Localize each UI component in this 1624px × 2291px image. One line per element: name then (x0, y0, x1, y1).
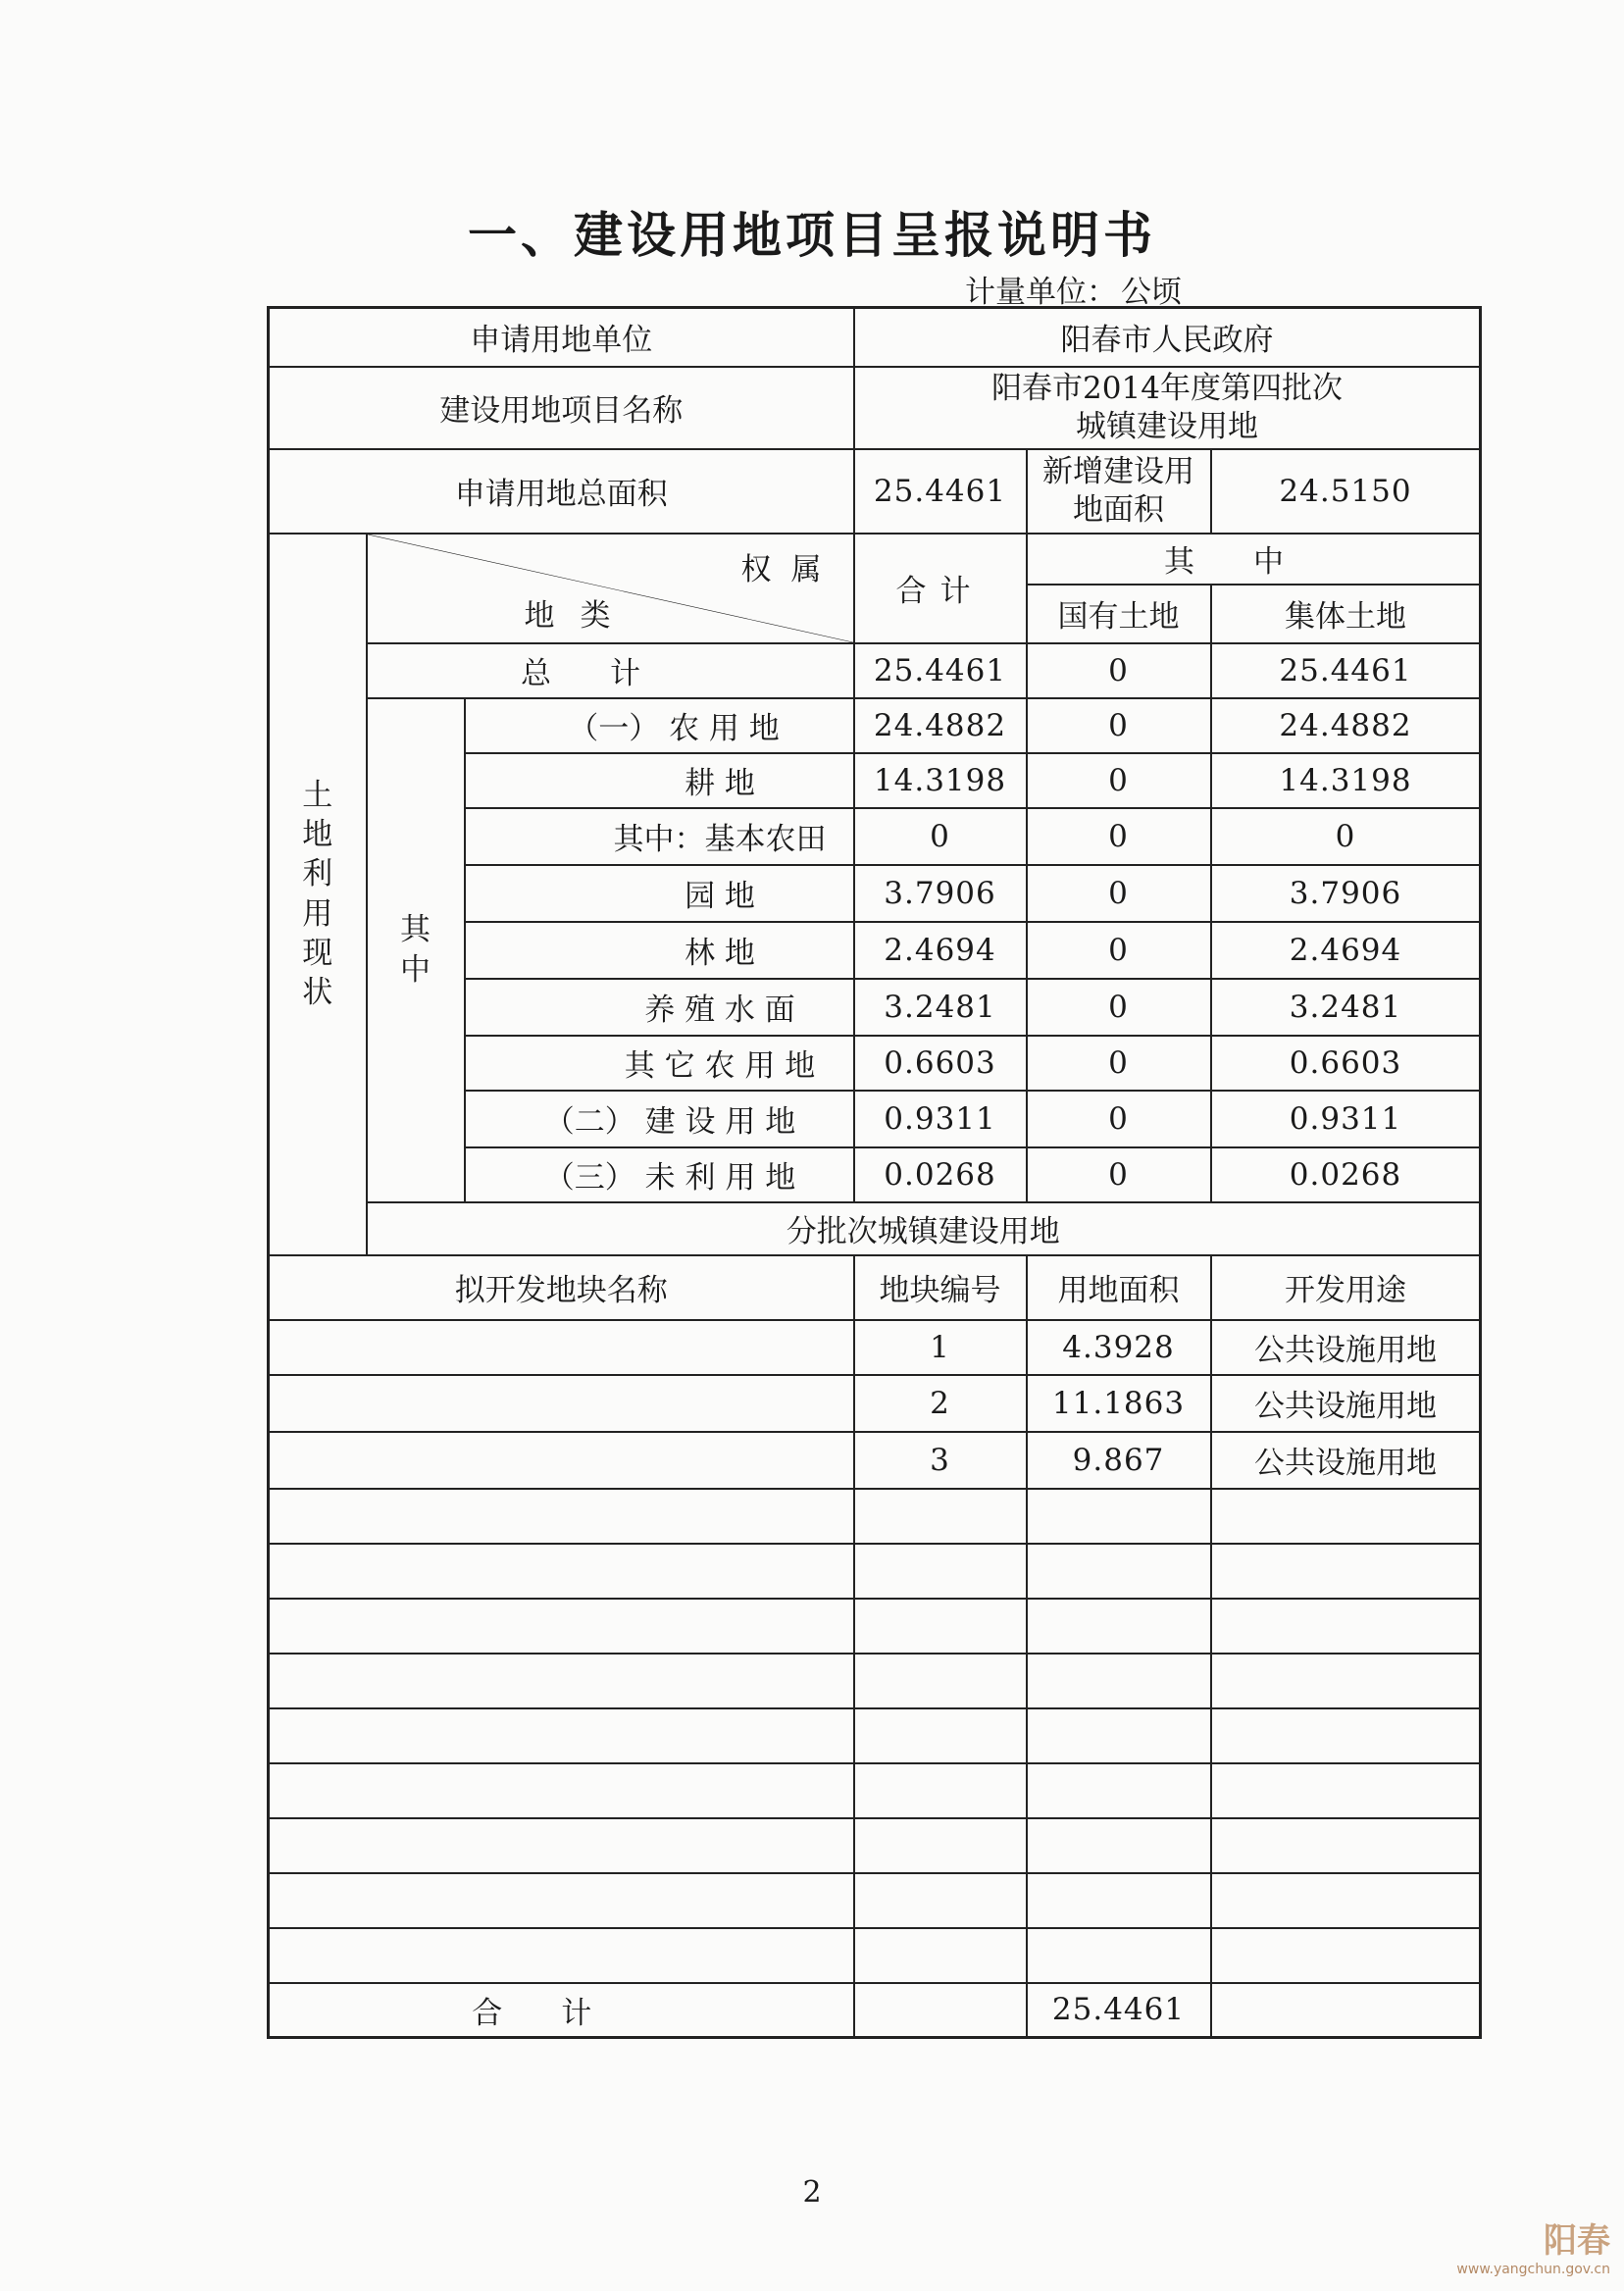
batch-total-label: 合计 (269, 1983, 854, 2038)
row-collective: 25.4461 (1211, 643, 1481, 698)
row-state: 0 (1027, 698, 1211, 753)
row-name: （二） 建 设 用 地 (465, 1091, 854, 1147)
plot-use: 公共设施用地 (1211, 1432, 1481, 1489)
row-collective: 3.7906 (1211, 865, 1481, 922)
plot-area: 4.3928 (1027, 1320, 1211, 1375)
empty-row (269, 1873, 1481, 1928)
row-total: 2.4694 (854, 922, 1027, 979)
watermark-logo: 阳春 (1544, 2221, 1610, 2261)
row-collective: 24.4882 (1211, 698, 1481, 753)
row-state: 0 (1027, 1091, 1211, 1147)
batch-total-area: 25.4461 (1027, 1983, 1211, 2038)
plot-name (269, 1375, 854, 1432)
row-state: 0 (1027, 979, 1211, 1036)
new-area-label-line-2: 地面积 (1073, 491, 1165, 528)
empty-row (269, 1599, 1481, 1654)
header-total: 合计 (854, 534, 1027, 643)
measurement-unit (961, 267, 1182, 311)
row-total: 0.6603 (854, 1036, 1027, 1091)
row-total: 3.2481 (854, 979, 1027, 1036)
row-collective: 14.3198 (1211, 753, 1481, 808)
header-state-land: 国有土地 (1027, 585, 1211, 643)
row-name: 养 殖 水 面 (465, 979, 854, 1036)
site-watermark (1456, 2214, 1610, 2277)
ownership-diagonal-header (367, 534, 854, 643)
row-name: （一） 农 用 地 (465, 698, 854, 753)
row-collective: 0.9311 (1211, 1091, 1481, 1147)
header-plot-use: 开发用途 (1211, 1255, 1481, 1320)
ownership-header-row-1 (269, 534, 1481, 585)
row-total: 24.4882 (854, 698, 1027, 753)
row-total: 25.4461 (854, 643, 1027, 698)
project-name-row (269, 367, 1481, 449)
plot-row (269, 1320, 1481, 1375)
empty-row (269, 1818, 1481, 1873)
land-class-label: 地类 (524, 597, 636, 634)
header-of-which: 其中 (1027, 534, 1481, 585)
empty-row (269, 1763, 1481, 1818)
header-plot-number: 地块编号 (854, 1255, 1027, 1320)
plot-name (269, 1432, 854, 1489)
plot-row (269, 1432, 1481, 1489)
row-state: 0 (1027, 865, 1211, 922)
total-area-label: 申请用地总面积 (269, 449, 854, 534)
ownership-label: 权属 (740, 551, 841, 587)
batch-title: 分批次城镇建设用地 (367, 1202, 1481, 1255)
project-name-value (854, 367, 1481, 449)
empty-row (269, 1654, 1481, 1708)
unit-label: 计量单位： (965, 275, 1117, 310)
row-name: 其 它 农 用 地 (465, 1036, 854, 1091)
row-state: 0 (1027, 753, 1211, 808)
table-row (269, 698, 1481, 753)
of-which-label: 其 中 (367, 698, 465, 1202)
plot-number: 3 (854, 1432, 1027, 1489)
new-area-label-line-1: 新增建设用 (1042, 453, 1195, 489)
empty-row (269, 1544, 1481, 1599)
plot-area: 11.1863 (1027, 1375, 1211, 1432)
row-collective: 0.0268 (1211, 1147, 1481, 1202)
plot-number: 2 (854, 1375, 1027, 1432)
watermark-site: www.yangchun.gov.cn (1456, 2262, 1610, 2277)
row-collective: 0.6603 (1211, 1036, 1481, 1091)
header-plot-name: 拟开发地块名称 (269, 1255, 854, 1320)
row-name: 园 地 (465, 865, 854, 922)
batch-total-row (269, 1983, 1481, 2038)
unit-value: 公顷 (1121, 275, 1182, 310)
row-total: 3.7906 (854, 865, 1027, 922)
row-name: 耕 地 (465, 753, 854, 808)
new-construction-area-label (1027, 449, 1211, 534)
row-name: （三） 未 利 用 地 (465, 1147, 854, 1202)
row-collective: 2.4694 (1211, 922, 1481, 979)
row-collective: 3.2481 (1211, 979, 1481, 1036)
total-area-row (269, 449, 1481, 534)
document-title: 一、建设用地项目呈报说明书 (468, 207, 1156, 264)
project-name-label: 建设用地项目名称 (269, 367, 854, 449)
plot-name (269, 1320, 854, 1375)
total-area-value: 25.4461 (854, 449, 1027, 534)
applicant-value: 阳春市人民政府 (854, 308, 1481, 367)
page-number: 2 (802, 2175, 822, 2210)
plot-use: 公共设施用地 (1211, 1320, 1481, 1375)
row-name: 总计 (367, 643, 854, 698)
plot-use: 公共设施用地 (1211, 1375, 1481, 1432)
plot-number: 1 (854, 1320, 1027, 1375)
batch-title-row (269, 1202, 1481, 1255)
row-state: 0 (1027, 922, 1211, 979)
row-name: 其中：基本农田 (465, 808, 854, 865)
table-row-grand-total (269, 643, 1481, 698)
plot-area: 9.867 (1027, 1432, 1211, 1489)
empty-row (269, 1489, 1481, 1544)
row-total: 0.9311 (854, 1091, 1027, 1147)
row-state: 0 (1027, 1036, 1211, 1091)
header-plot-area: 用地面积 (1027, 1255, 1211, 1320)
row-state: 0 (1027, 1147, 1211, 1202)
project-name-line-2: 城镇建设用地 (1076, 408, 1259, 444)
land-use-form-table (267, 306, 1482, 2039)
row-total: 0 (854, 808, 1027, 865)
header-collective-land: 集体土地 (1211, 585, 1481, 643)
empty-row (269, 1928, 1481, 1983)
applicant-label: 申请用地单位 (269, 308, 854, 367)
empty-row (269, 1708, 1481, 1763)
land-status-label: 土 地 利 用 现 状 (269, 534, 367, 1255)
applicant-row (269, 308, 1481, 367)
row-state: 0 (1027, 643, 1211, 698)
plot-row (269, 1375, 1481, 1432)
new-construction-area-value: 24.5150 (1211, 449, 1481, 534)
row-collective: 0 (1211, 808, 1481, 865)
project-name-line-1: 阳春市2014年度第四批次 (991, 370, 1343, 406)
batch-header-row (269, 1255, 1481, 1320)
row-total: 0.0268 (854, 1147, 1027, 1202)
row-name: 林 地 (465, 922, 854, 979)
row-total: 14.3198 (854, 753, 1027, 808)
row-state: 0 (1027, 808, 1211, 865)
